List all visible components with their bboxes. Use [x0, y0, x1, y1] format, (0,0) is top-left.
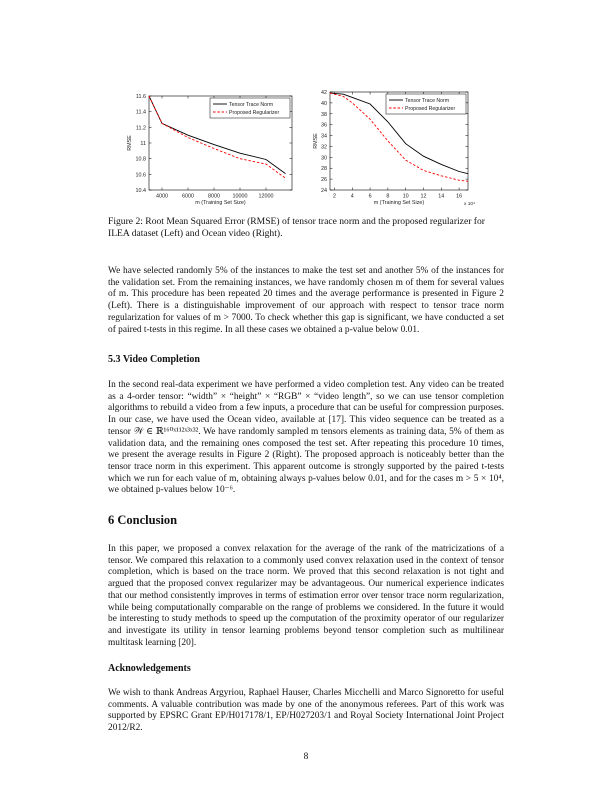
paragraph-conclusion: In this paper, we proposed a convex relaxation for the average of the rank of the matricizations of a tensor. We compared this relaxation to a commonly used convex relaxation used in the context of tensor completion, which is based on the trace norm. We proved that this second relaxation is not tight and argued that the proposed convex regularizer may be advantageous. Our numerical experience indicates that our method consistently improves in terms of estimation error over tensor trace norm regularization, while being computationally comparable on the range of problems we considered. In the future it would be interesting to study methods to speed up the computation of the proximity operator of our regularizer and investigate its utility in tensor learning problems beyond tensor completion such as multilinear multitask learning [20]. [108, 544, 504, 648]
subsection-heading-video-completion: 5.3 Video Completion [108, 354, 200, 365]
y-tick-label: 10.4 [135, 188, 146, 194]
x-axis-label: m (Training Set Size) [373, 200, 425, 206]
x-tick-label: 16 [456, 193, 463, 200]
chart-ilea [112, 86, 302, 210]
x-tick-label: 8000 [208, 193, 220, 200]
page-number: 8 [303, 752, 309, 762]
chart-ocean-svg [306, 86, 502, 210]
y-tick-label: 42 [321, 90, 327, 96]
y-tick-label: 32 [321, 144, 327, 151]
x-tick-label: 6 [368, 193, 372, 200]
x-tick-label: 4 [350, 193, 354, 200]
y-tick-label: 11.6 [135, 94, 146, 100]
paragraph-ilea-results: We have selected randomly 5% of the instances to make the test set and another 5% of the instances for the validation set. From the remaining instances, we have randomly chosen m of them for several values of m. This procedure has been repeated 20 times and the average performance is presented in Figure 2 (Left). There is a distinguishable improvement of our approach with respect to tensor trace norm regularization for values of m > 7000. To check whether this gap is significant, we have conducted a set of paired t-tests in this regime. In all these cases we obtained a p-value below 0.01. [108, 266, 504, 335]
legend-label: Proposed Regularizer [405, 106, 456, 112]
acknowledgements-heading: Acknowledgements [108, 663, 191, 674]
legend-label: Proposed Regularizer [229, 110, 280, 116]
section-heading-conclusion: 6 Conclusion [108, 513, 178, 527]
legend-label: Tensor Trace Norm [229, 102, 274, 108]
x-tick-label: 14 [438, 193, 445, 200]
y-axis-label: RMSE [127, 135, 133, 151]
paragraph-video-completion: In the second real-data experiment we have performed a video completion test. Any video can be treated as a 4-order tensor: “width” × “height” × “RGB” × “video length”, so we can use tensor completion algorithms to rebuild a video from a few inputs, a procedure that can be useful for compression purposes. In our case, we have used the Ocean video, available at [17]. This video sequence can be treated as a tensor 𝒲 ∈ ℝ¹⁶⁰ˣ¹¹²ˣ³ˣ³². We have randomly sampled m tensors elements as training data, 5% of them as validation data, and the remaining ones composed the test set. After repeating this procedure 10 times, we present the average results in Figure 2 (Right). The proposed approach is noticeably better than the tensor trace norm in this experiment. This apparent outcome is strongly supported by the paired t-tests which we run for each value of m, obtaining always p-values below 0.01, and for the cases m > 5 × 10⁴, we obtained p-values below 10⁻⁶. [108, 380, 504, 496]
x-tick-label: 8 [386, 193, 390, 200]
x-tick-label: 12 [420, 193, 427, 200]
y-tick-label: 11.4 [135, 109, 146, 116]
y-tick-label: 36 [321, 122, 327, 129]
legend-label: Tensor Trace Norm [405, 98, 450, 104]
paragraph-acknowledgements: We wish to thank Andreas Argyriou, Raphael Hauser, Charles Micchelli and Marco Signoretto for useful comments. A valuable contribution was made by one of the anonymous referees. Part of this work was supported by EPSRC Grant EP/H017178/1, EP/H027203/1 and Royal Society International Joint Project 2012/R2. [108, 688, 504, 734]
y-tick-label: 38 [321, 111, 327, 118]
x-tick-label: 6000 [182, 193, 194, 200]
y-tick-label: 11.2 [135, 125, 146, 132]
x-axis-label: m (Training Set Size) [195, 200, 246, 206]
y-tick-label: 11 [140, 141, 146, 147]
y-tick-label: 10.6 [135, 172, 146, 179]
x-tick-label: 4000 [156, 193, 168, 200]
chart-ocean [306, 86, 502, 210]
y-axis-label: RMSE [313, 133, 319, 149]
y-tick-label: 28 [321, 166, 327, 173]
x-tick-label: 12000 [258, 193, 274, 200]
y-tick-label: 10.8 [135, 156, 146, 163]
y-tick-label: 24 [321, 188, 327, 194]
y-tick-label: 30 [321, 155, 327, 162]
x-tick-label: 10000 [232, 193, 248, 200]
x-tick-label: 2 [332, 193, 336, 200]
x-tick-label: 10 [402, 193, 409, 200]
y-tick-label: 40 [321, 100, 327, 107]
chart-ilea-svg [112, 86, 302, 210]
figure-caption: Figure 2: Root Mean Squared Error (RMSE) of tensor trace norm and the proposed regularizer for ILEA dataset (Left) and Ocean video (Right). [108, 216, 485, 240]
y-tick-label: 26 [321, 177, 327, 184]
x-axis-multiplier: x 10⁴ [464, 202, 476, 207]
y-tick-label: 34 [321, 133, 327, 140]
